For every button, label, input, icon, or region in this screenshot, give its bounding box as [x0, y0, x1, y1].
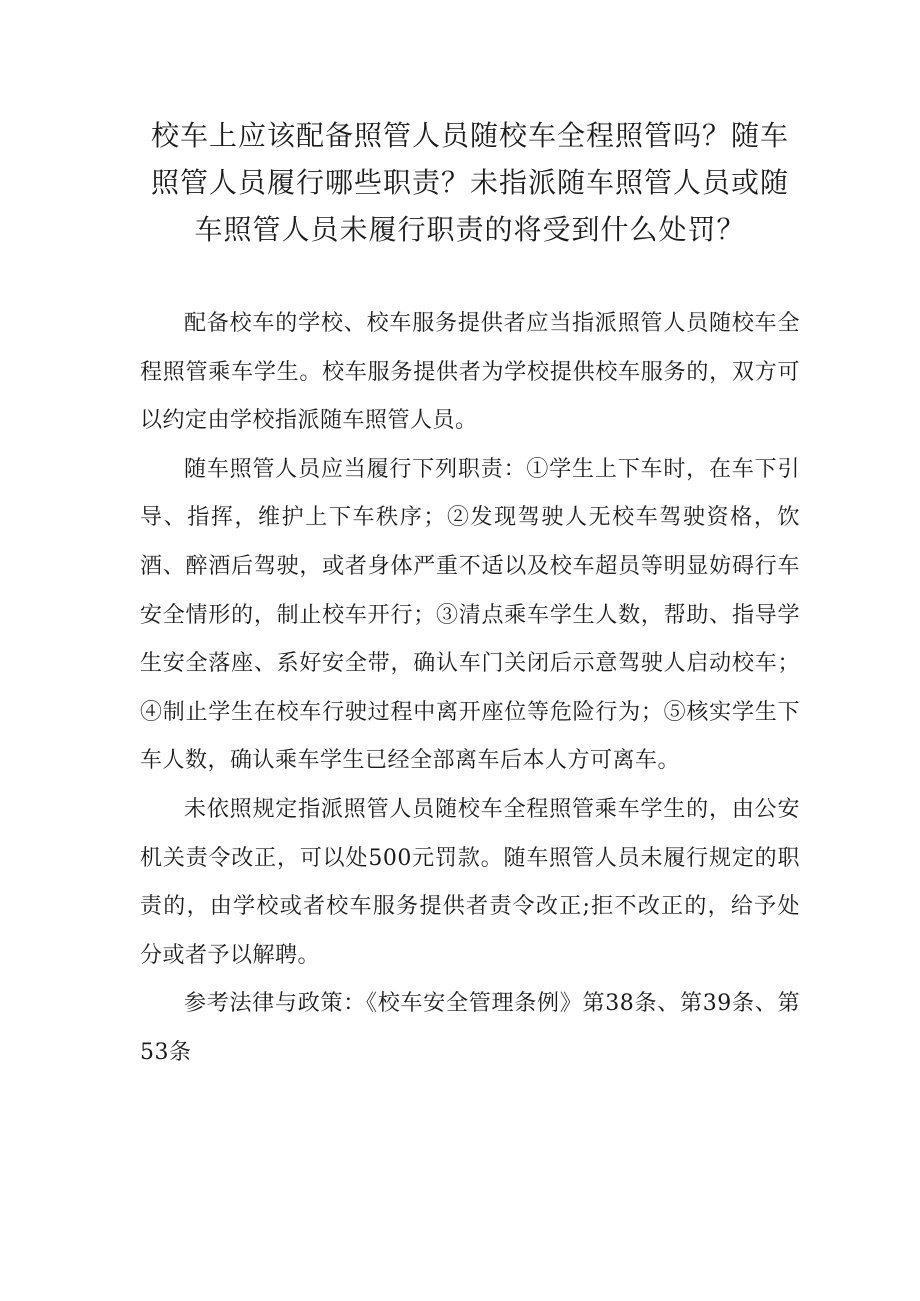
- paragraph-penalties: 未依照规定指派照管人员随校车全程照管乘车学生的，由公安机关责令改正，可以处500元罚款。随车照管人员未履行规定的职责的，由学校或者校车服务提供者责令改正;拒不改正的，给予处分或者予以解聘。: [140, 796, 800, 968]
- document-title: 校车上应该配备照管人员随校车全程照管吗？随车照管人员履行哪些职责？未指派随车照管人员或随车照管人员未履行职责的将受到什么处罚？: [150, 119, 789, 246]
- document-body: [140, 300, 800, 1078]
- paragraph-duties: 随车照管人员应当履行下列职责：①学生上下车时，在车下引导、指挥，维护上下车秩序；②发现驾驶人无校车驾驶资格，饮酒、醉酒后驾驶，或者身体严重不适以及校车超员等明显妨碍行车安全情形的，制止校车开行；③清点乘车学生人数，帮助、指导学生安全落座、系好安全带，确认车门关闭后示意驾驶人启动校车；④制止学生在校车行驶过程中离开座位等危险行为；⑤核实学生下车人数，确认乘车学生已经全部离车后本人方可离车。: [140, 456, 800, 774]
- paragraph-references: 参考法律与政策：《校车安全管理条例》第38条、第39条、第53条: [140, 991, 800, 1065]
- paragraph-staffing: 配备校车的学校、校车服务提供者应当指派照管人员随校车全程照管乘车学生。校车服务提供者为学校提供校车服务的，双方可以约定由学校指派随车照管人员。: [140, 311, 800, 434]
